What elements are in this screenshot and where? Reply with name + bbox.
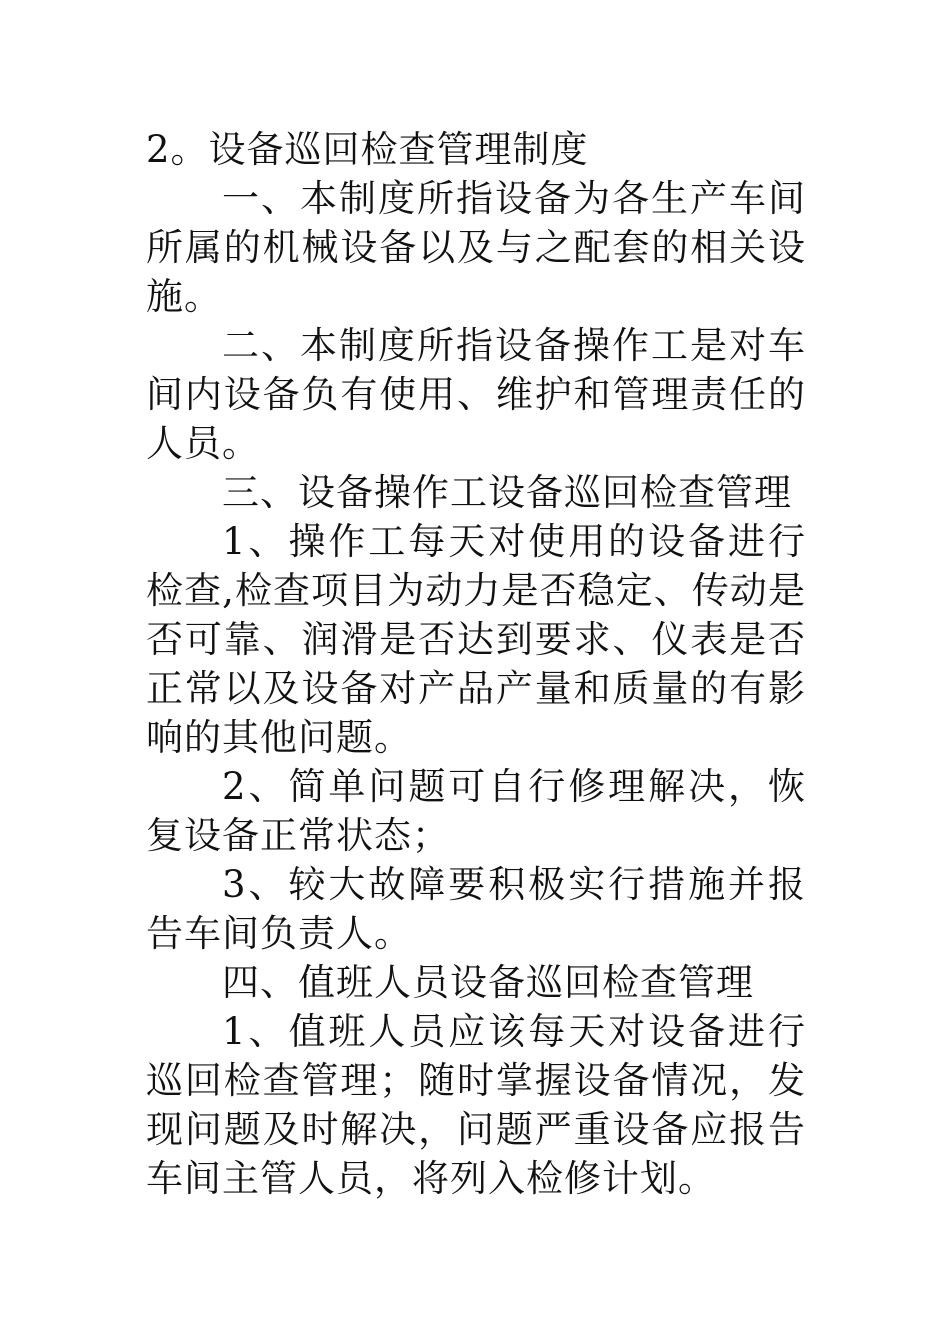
document-body <box>146 125 806 1203</box>
paragraph-duty-daily-inspection: 1、值班人员应该每天对设备进行巡回检查管理；随时掌握设备情况，发现问题及时解决，问题严重设备应报告车间主管人员，将列入检修计划。 <box>146 1010 806 1200</box>
document-title: 2。设备巡回检查管理制度 <box>146 128 589 171</box>
section-heading-duty-inspection: 四、值班人员设备巡回检查管理 <box>222 961 754 1004</box>
paragraph-simple-repair: 2、简单问题可自行修理解决，恢复设备正常状态； <box>146 765 806 857</box>
paragraph-daily-inspection: 1、操作工每天对使用的设备进行检查,检查项目为动力是否稳定、传动是否可靠、润滑是否达到要求、仪表是否正常以及设备对产品产量和质量的有影响的其他问题。 <box>146 520 806 759</box>
paragraph-scope-operator: 二、本制度所指设备操作工是对车间内设备负有使用、维护和管理责任的人员。 <box>146 324 806 465</box>
paragraph-scope-equipment: 一、本制度所指设备为各生产车间所属的机械设备以及与之配套的相关设施。 <box>146 177 806 318</box>
paragraph-major-fault: 3、较大故障要积极实行措施并报告车间负责人。 <box>146 863 806 955</box>
section-heading-operator-inspection: 三、设备操作工设备巡回检查管理 <box>222 471 792 514</box>
